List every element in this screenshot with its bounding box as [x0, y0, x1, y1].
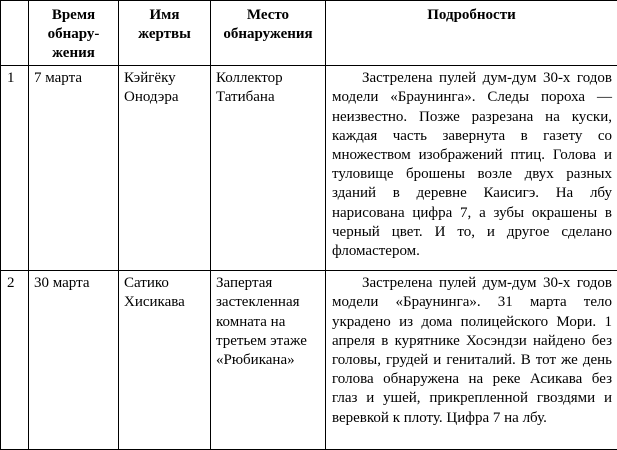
table-row: [1, 66, 617, 271]
header-row-number: [1, 1, 29, 66]
row-number: 2: [1, 271, 29, 450]
cell-details: Застрелена пулей дум-дум 30-х годов модели «Браунинга». Следы пороха — неизвестно. Позже разрезана на куски, каждая часть завернута в газету со множеством изображений птиц. Голова и туловище брошены возле двух разных зданий в деревне Каисигэ. На лбу нарисована цифра 7, а зубы окрашены в черный цвет. И то, и другое сделано фломастером.: [326, 66, 617, 271]
header-details: Подробности: [326, 1, 617, 66]
cell-details: Застрелена пулей дум-дум 30-х годов модели «Браунинга». 31 марта тело украдено из дома полицейского Мори. 1 апреля в курятнике Хосэндзи найдено без головы, грудей и гениталий. В тот же день голова обнаружена на реке Асикава без глаз и ушей, прикрепленной гвоздями и веревкой к плоту. Цифра 7 на лбу.: [326, 271, 617, 450]
table-row: [1, 271, 617, 450]
header-discovery-time: Время обнаружения: [29, 1, 119, 66]
table-head: [1, 1, 617, 66]
cell-discovery-time: 30 марта: [29, 271, 119, 450]
table-body: [1, 66, 617, 450]
header-victim-name: Имя жертвы: [119, 1, 211, 66]
cell-victim-name: Кэйгёку Онодэра: [119, 66, 211, 271]
cell-discovery-time: 7 марта: [29, 66, 119, 271]
row-number: 1: [1, 66, 29, 271]
table-header-row: [1, 1, 617, 66]
cell-discovery-place: Запертая застекленная комната на третьем этаже «Рюбикана»: [211, 271, 326, 450]
cell-victim-name: Сатико Хисикава: [119, 271, 211, 450]
cell-discovery-place: Коллектор Татибана: [211, 66, 326, 271]
header-discovery-place: Место обнаружения: [211, 1, 326, 66]
